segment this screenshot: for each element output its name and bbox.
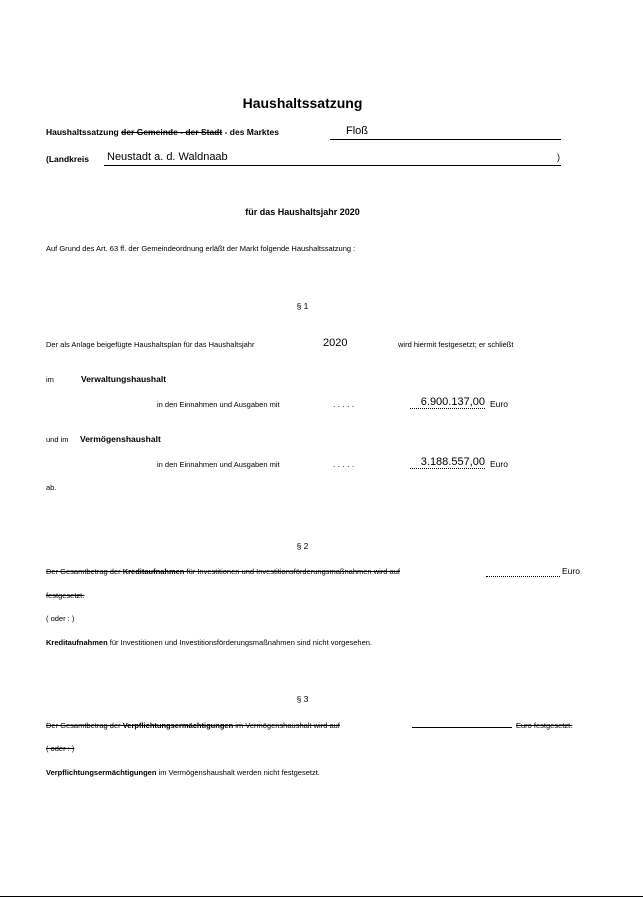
und-im-label: und im: [46, 435, 69, 444]
header-prefix: Haushaltssatzung: [46, 127, 119, 137]
page-title: Haushaltssatzung: [242, 95, 363, 111]
section-1-year: 2020: [323, 337, 348, 349]
admin-budget-label: Verwaltungshaushalt: [81, 374, 167, 384]
capital-budget-value: 3.188.557,00: [410, 456, 485, 469]
admin-currency: Euro: [490, 399, 508, 409]
section-1-text-a: Der als Anlage beigefügte Haushaltsplan für das Haushaltsjahr: [46, 340, 255, 349]
municipality-value: Floß: [346, 125, 368, 137]
section-1-text-b: wird hiermit festgesetzt; er schließt: [398, 340, 514, 349]
intro-text: Auf Grund des Art. 63 ff. der Gemeindeordnung erläßt der Markt folgende Haushaltssatzung :: [46, 244, 356, 253]
fiscal-year-heading: für das Haushaltsjahr 2020: [245, 207, 360, 217]
district-label: (Landkreis: [46, 154, 89, 164]
s3-strike-c: im Vermögenshaushalt wird auf: [235, 721, 340, 730]
section-1-heading: § 1: [296, 301, 309, 311]
header-suffix: - des Marktes: [224, 127, 279, 137]
admin-budget-value: 6.900.137,00: [410, 396, 485, 409]
s2-final-bold: Kreditaufnahmen: [46, 638, 108, 647]
capital-dots: . . . . .: [333, 459, 355, 469]
section-3-heading: § 3: [296, 694, 309, 704]
section-2-heading: § 2: [296, 541, 309, 551]
section-3-final: [46, 768, 320, 777]
s2-strike-a: Der Gesamtbetrag der: [46, 567, 121, 576]
admin-dots: . . . . .: [333, 399, 355, 409]
s3-strike-b: Verpflichtungsermächtigungen: [122, 721, 234, 730]
im-label: im: [46, 375, 54, 384]
s2-strike-d: festgesetzt.: [46, 591, 85, 600]
admin-budget-text: in den Einnahmen und Ausgaben mit: [157, 400, 280, 409]
s2-currency: Euro: [562, 566, 580, 576]
s3-strike-a: Der Gesamtbetrag der: [46, 721, 121, 730]
district-field: [104, 151, 561, 166]
capital-budget-text: in den Einnahmen und Ausgaben mit: [157, 460, 280, 469]
s2-oder: ( oder : ): [46, 614, 75, 623]
s2-strike-c: für Investitionen und Investitionsförderungsmaßnahmen wird auf: [186, 567, 400, 576]
s3-final-text: im Vermögenshaushalt werden nicht festgesetzt.: [158, 768, 320, 777]
page-bottom-rule: [0, 896, 643, 897]
s2-strike-b: Kreditaufnahmen: [122, 567, 185, 576]
s3-oder: ( oder : ): [46, 744, 75, 753]
s3-final-bold: Verpflichtungsermächtigungen: [46, 768, 157, 777]
section-3-struck-line: [46, 721, 340, 730]
district-value: Neustadt a. d. Waldnaab: [107, 151, 228, 163]
ab-label: ab.: [46, 483, 57, 492]
s2-final-text: für Investitionen und Investitionsförderungsmaßnahmen sind nicht vorgesehen.: [109, 638, 373, 647]
municipality-field: [330, 125, 561, 140]
capital-currency: Euro: [490, 459, 508, 469]
district-close: ): [557, 152, 560, 162]
s2-amount-field: [486, 566, 560, 577]
section-2-struck-line: [46, 567, 400, 576]
header-line-1: [46, 127, 279, 137]
s3-amount-field: [412, 719, 512, 728]
section-2-final: [46, 638, 372, 647]
header-strike: der Gemeinde - der Stadt: [121, 127, 223, 137]
s3-strike-d: Euro festgesetzt.: [516, 721, 573, 730]
capital-budget-label: Vermögenshaushalt: [80, 434, 161, 444]
